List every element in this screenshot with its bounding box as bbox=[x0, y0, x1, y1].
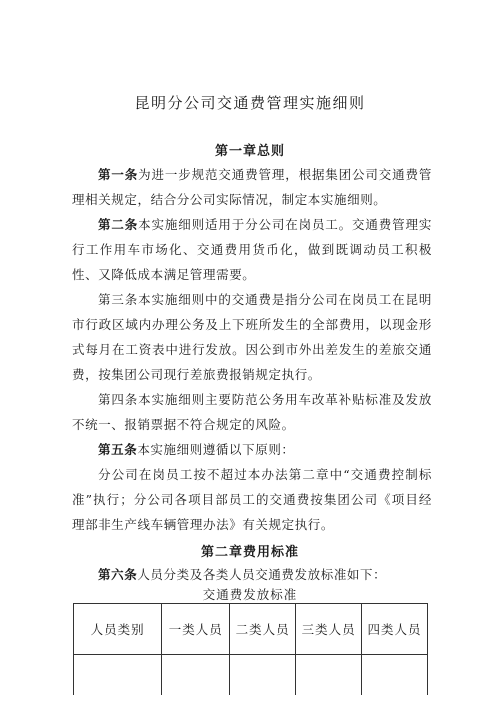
article-1-lead: 第一条 bbox=[98, 167, 139, 182]
article-6 bbox=[72, 562, 432, 587]
header-personnel-category: 人员类别 bbox=[74, 604, 162, 655]
table-caption: 交通费发放标准 bbox=[202, 587, 298, 602]
article-5-lead: 第五条 bbox=[98, 442, 138, 457]
table-cell bbox=[162, 655, 230, 696]
article-6-lead: 第六条 bbox=[98, 567, 138, 582]
table-header-row bbox=[74, 604, 428, 655]
article-1 bbox=[72, 162, 432, 212]
header-class-3: 三类人员 bbox=[296, 604, 362, 655]
header-class-2: 二类人员 bbox=[230, 604, 296, 655]
chapter-1-heading: 第一章总则 bbox=[214, 144, 285, 159]
article-6-text: 人员分类及各类人员交通费发放标准如下： bbox=[137, 567, 387, 582]
article-4: 第四条本实施细则主要防范公务用车改革补贴标准及发放不统一、报销票据不符合规定的风险。 bbox=[72, 392, 432, 432]
table-row bbox=[74, 655, 428, 696]
article-3: 第三条本实施细则中的交通费是指分公司在岗员工在昆明市行政区域内办理公务及上下班所发生的全部费用，以现金形式每月在工资表中进行发放。因公到市外出差发生的差旅交通费，按集团公司现行差旅费报销规定执行。 bbox=[72, 292, 432, 382]
article-2 bbox=[72, 212, 432, 287]
article-2-text: 本实施细则适用于分公司在岗员工。交通费管理实行工作用车市场化、交通费用货币化，做到既调动员工积极性、又降低成本满足管理需要。 bbox=[72, 217, 432, 282]
article-5-text: 本实施细则遵循以下原则： bbox=[137, 442, 295, 457]
article-5-detail: 分公司在岗员工按不超过本办法第二章中“交通费控制标准”执行；分公司各项目部员工的交通费按集团公司《项目经理部非生产线车辆管理办法》有关规定执行。 bbox=[72, 467, 432, 532]
fee-standard-table bbox=[73, 603, 428, 695]
table-cell bbox=[362, 655, 428, 696]
article-1-text: 为进一步规范交通费管理，根据集团公司交通费管理相关规定，结合分公司实际情况，制定本实施细则。 bbox=[72, 167, 432, 207]
chapter-2-heading: 第二章费用标准 bbox=[200, 545, 299, 560]
table-cell bbox=[74, 655, 162, 696]
article-2-lead: 第二条 bbox=[98, 217, 139, 232]
header-class-4: 四类人员 bbox=[362, 604, 428, 655]
table-cell bbox=[296, 655, 362, 696]
document-title: 昆明分公司交通费管理实施细则 bbox=[134, 94, 366, 112]
article-5 bbox=[72, 437, 432, 462]
table-cell bbox=[230, 655, 296, 696]
header-class-1: 一类人员 bbox=[162, 604, 230, 655]
